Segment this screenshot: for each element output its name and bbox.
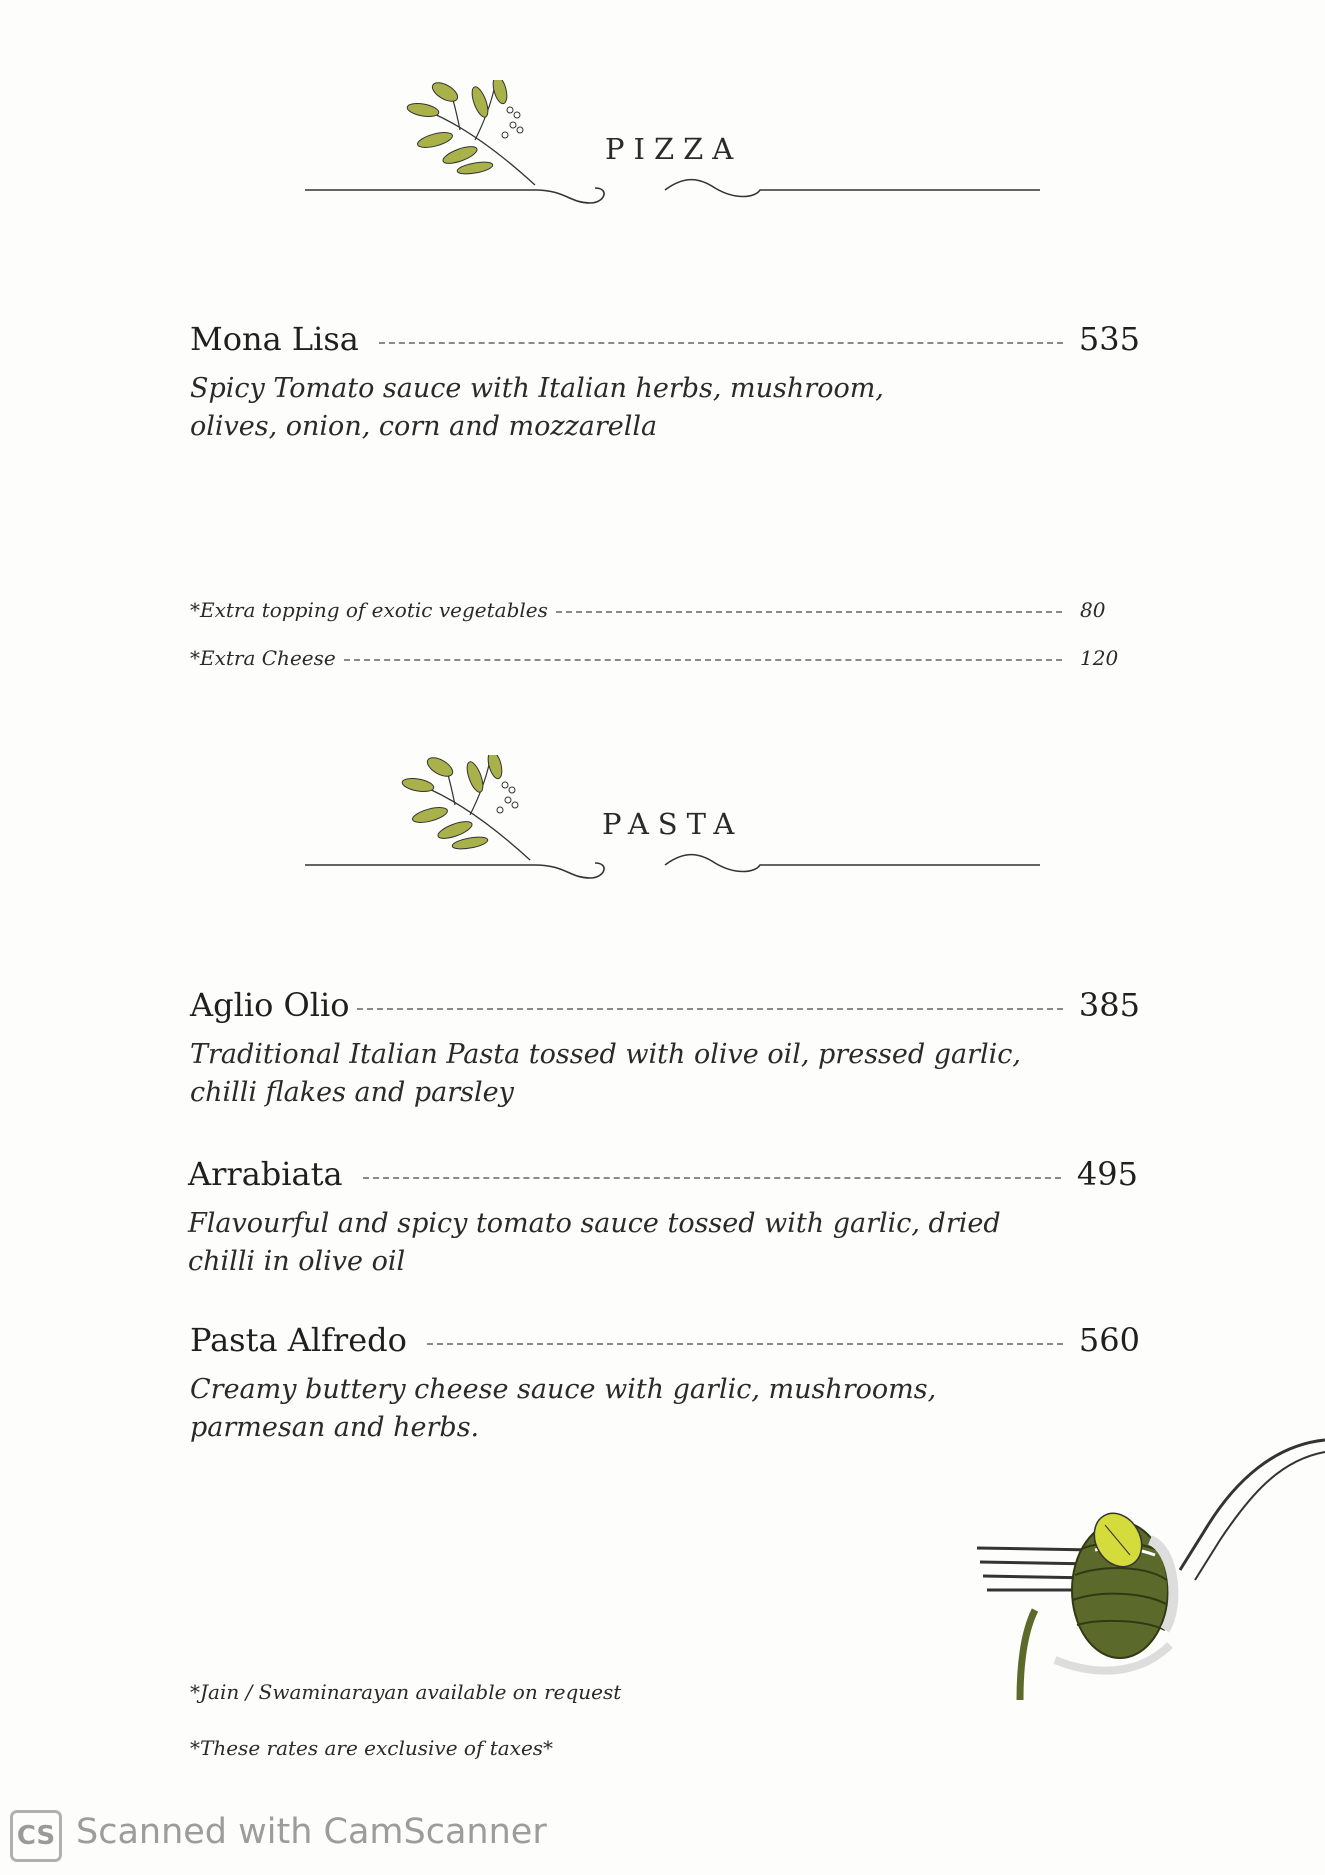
leaf-sprig-icon	[405, 80, 555, 190]
camscanner-watermark: Scanned with CamScanner	[76, 1812, 547, 1852]
dot-leader	[363, 1177, 1061, 1179]
extra-item	[190, 646, 1120, 670]
item-description	[190, 370, 990, 446]
item-description-line: olives, onion, corn and mozzarella	[190, 411, 658, 442]
menu-item	[190, 1321, 1140, 1447]
section-title: PIZZA	[605, 132, 743, 166]
extra-price: 120	[1080, 646, 1119, 670]
item-description-line: Flavourful and spicy tomato sauce tossed with garlic, dried	[188, 1208, 1001, 1239]
item-price: 560	[1078, 1321, 1140, 1359]
extra-price: 80	[1080, 598, 1106, 622]
camscanner-logo: CS	[10, 1810, 62, 1862]
section-header-pasta	[305, 755, 1040, 885]
dot-leader	[344, 659, 1062, 661]
item-description-line: parmesan and herbs.	[190, 1412, 480, 1443]
item-price: 385	[1078, 986, 1140, 1024]
dot-leader	[556, 611, 1062, 613]
item-description	[190, 1371, 1090, 1447]
item-description	[188, 1205, 1088, 1281]
item-description-line: chilli flakes and parsley	[190, 1077, 514, 1108]
item-description-line: Spicy Tomato sauce with Italian herbs, mushroom,	[190, 373, 884, 404]
item-description-line: Traditional Italian Pasta tossed with olive oil, pressed garlic,	[190, 1039, 1022, 1070]
item-price: 495	[1076, 1155, 1138, 1193]
item-description-line: Creamy buttery cheese sauce with garlic, mushrooms,	[190, 1374, 937, 1405]
extra-item	[190, 598, 1120, 622]
item-description	[190, 1036, 1090, 1112]
fork-pasta-icon	[975, 1430, 1325, 1705]
item-name: Pasta Alfredo	[190, 1321, 407, 1359]
extra-name: *Extra Cheese	[190, 646, 336, 670]
section-header-pizza	[305, 80, 1040, 210]
extra-name: *Extra topping of exotic vegetables	[190, 598, 548, 622]
note-taxes: *These rates are exclusive of taxes*	[190, 1736, 554, 1760]
note-jain: *Jain / Swaminarayan available on request	[190, 1680, 622, 1704]
dot-leader	[357, 1008, 1062, 1010]
item-description-line: chilli in olive oil	[188, 1246, 406, 1277]
section-title: PASTA	[602, 807, 744, 841]
item-name: Arrabiata	[188, 1155, 343, 1193]
item-price: 535	[1078, 320, 1140, 358]
item-name: Mona Lisa	[190, 320, 359, 358]
dot-leader	[427, 1343, 1063, 1345]
menu-item	[188, 1155, 1138, 1281]
menu-item	[190, 320, 1140, 446]
dot-leader	[379, 342, 1063, 344]
item-name: Aglio Olio	[190, 986, 350, 1024]
menu-item	[190, 986, 1140, 1112]
leaf-sprig-icon	[400, 755, 550, 865]
